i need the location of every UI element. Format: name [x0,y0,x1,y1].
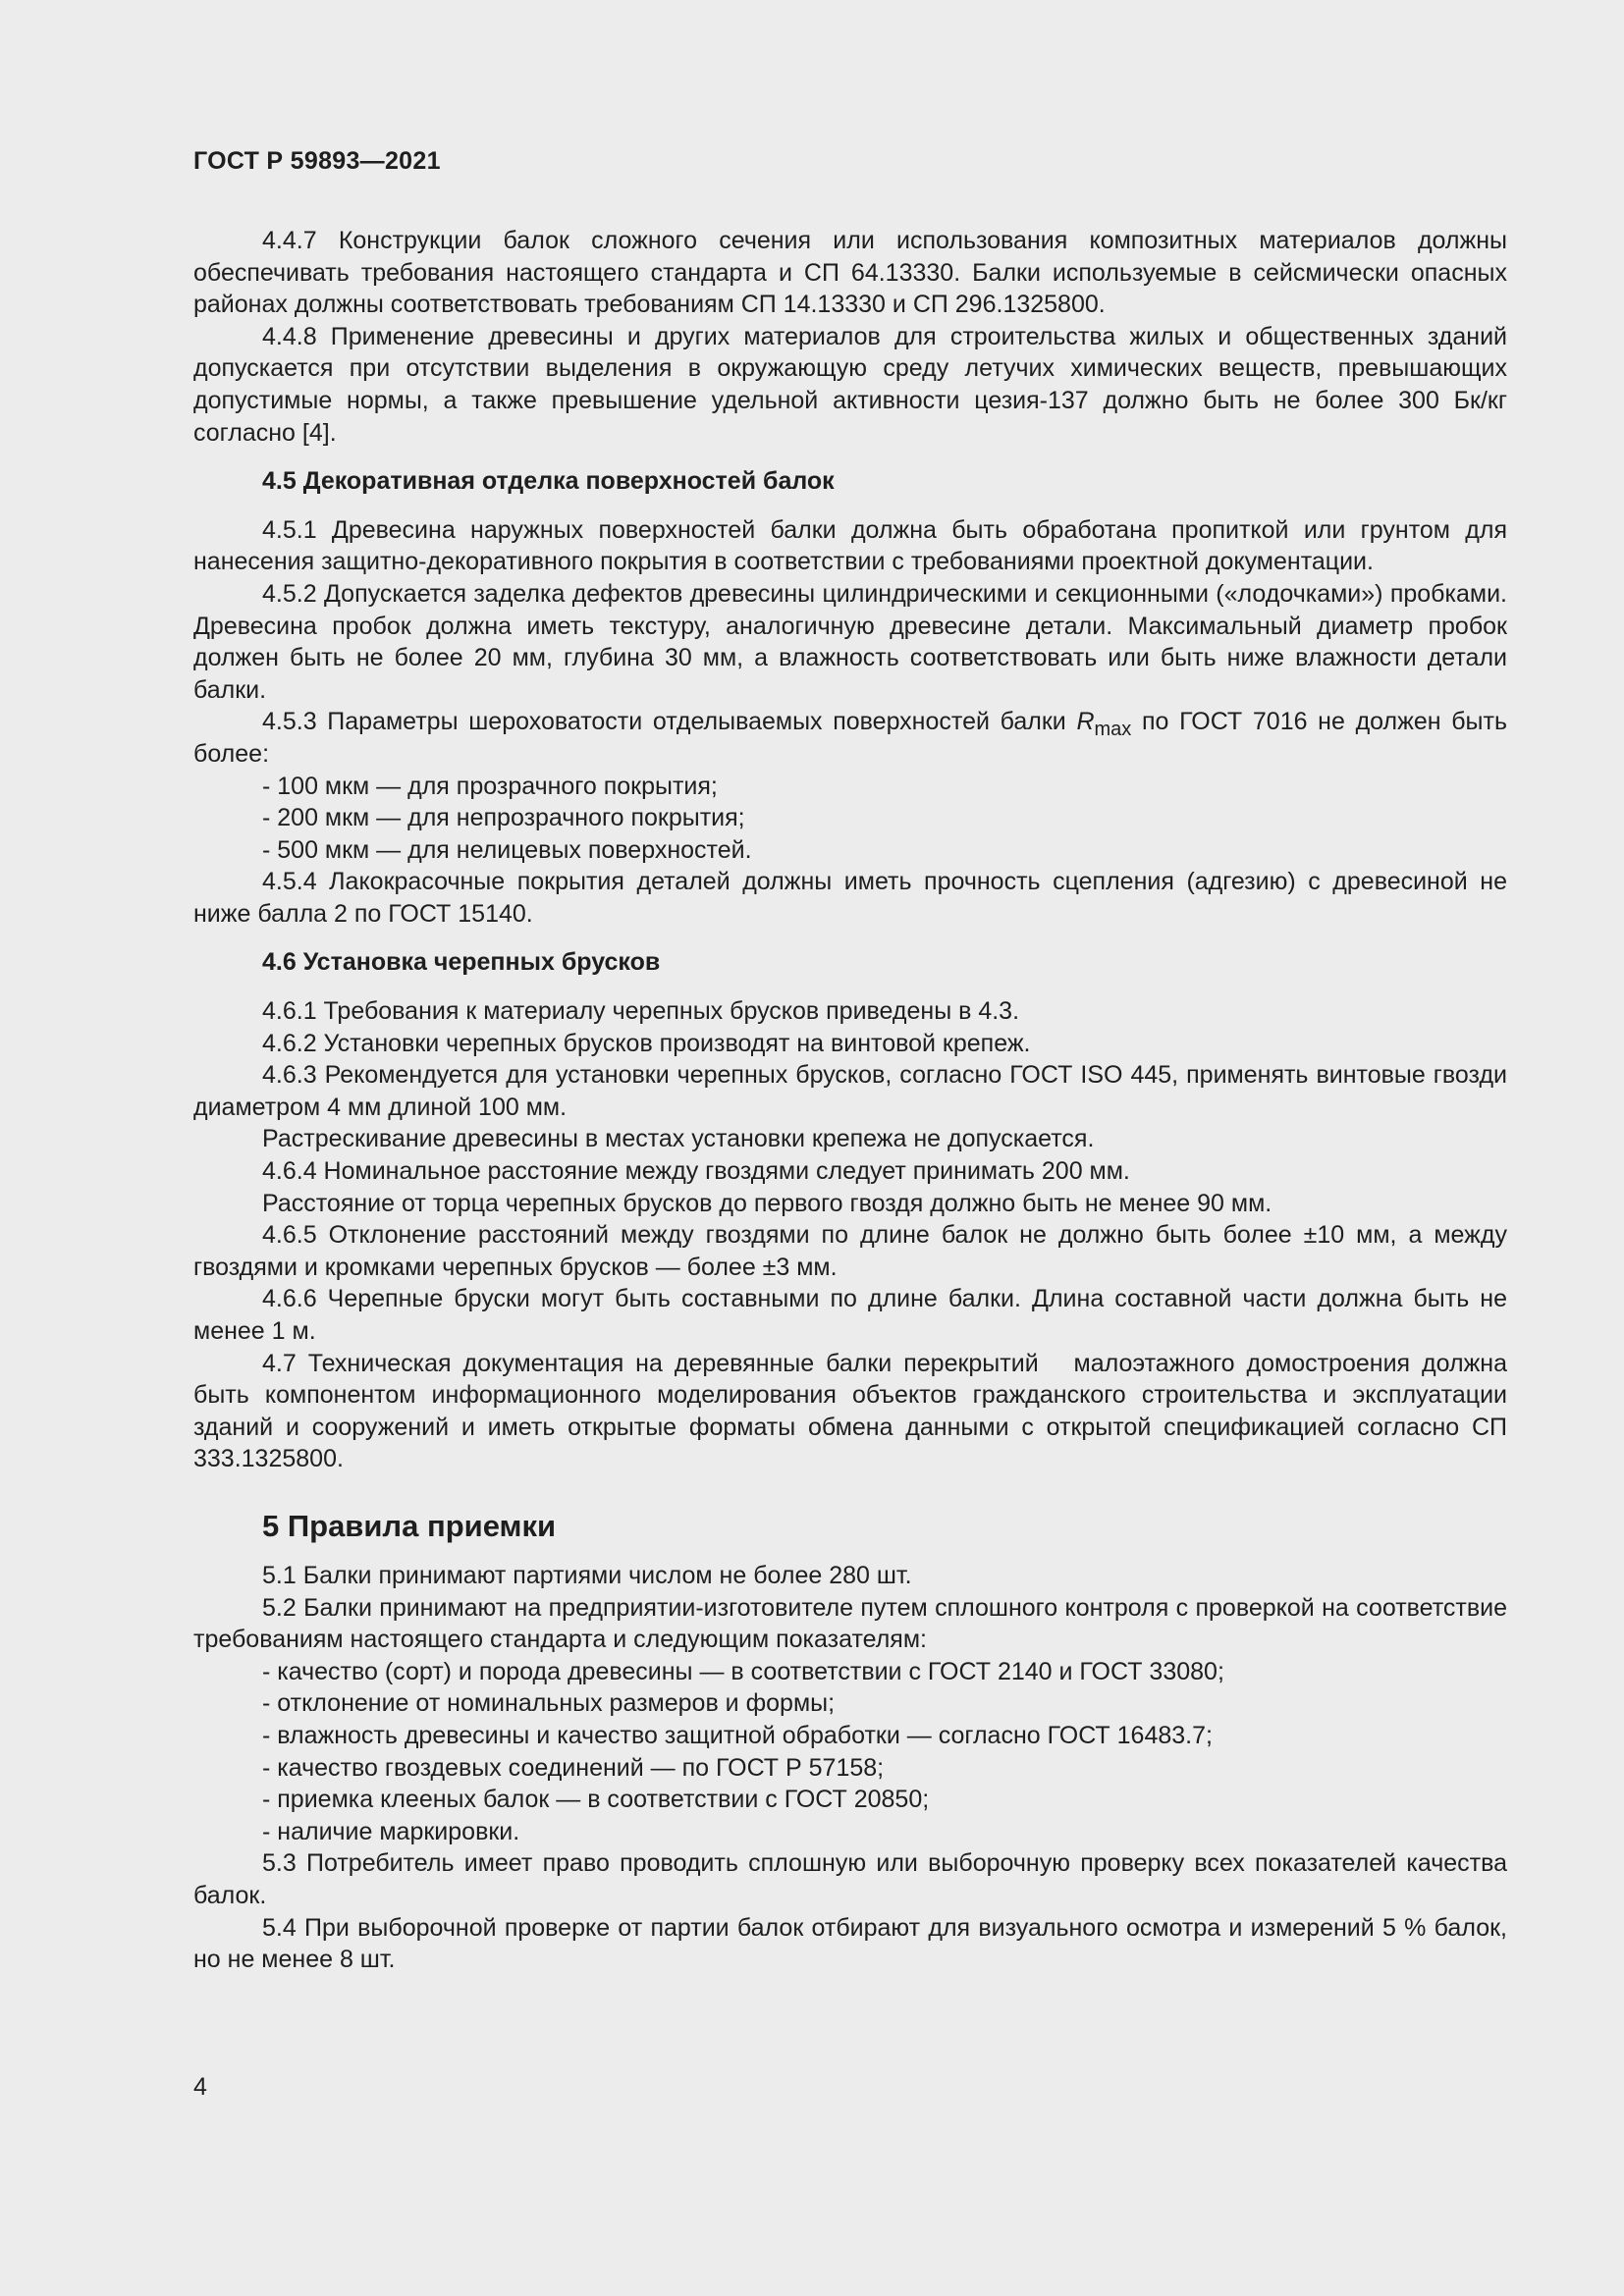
list-item: - отклонение от номинальных размеров и формы; [262,1689,836,1718]
paragraph-4-6-3: 4.6.3 Рекомендуется для установки черепных брусков, согласно ГОСТ ISO 445, применять винтовые гвозди диаметром 4 мм длиной 100 мм. [193,1061,1507,1121]
roughness-symbol: R [1076,708,1095,736]
page-number: 4 [193,2073,207,2101]
section-heading-4-5: 4.5 Декоративная отделка поверхностей балок [262,467,835,496]
paragraph-4-5-1: 4.5.1 Древесина наружных поверхностей балки должна быть обработана пропиткой или грунтом для нанесения защитно-декоративного покрытия в соответствии с требованиями проектной документации. [193,515,1507,576]
paragraph-5-2: 5.2 Балки принимают на предприятии-изготовителе путем сплошного контроля с проверкой на соответствие требованиям настоящего стандарта и следующим показателям: [193,1593,1507,1654]
paragraph-4-4-7: 4.4.7 Конструкции балок сложного сечения или использования композитных материалов должны обеспечивать требования настоящего стандарта и СП 64.13330. Балки используемые в сейсмически опасных районах должны соответствовать требованиям СП 14.13330 и СП 296.1325800. [193,227,1507,319]
list-item: - 100 мкм — для прозрачного покрытия; [262,772,718,800]
list-item: - качество (сорт) и порода древесины — в соответствии с ГОСТ 2140 и ГОСТ 33080; [262,1657,1224,1685]
list-item: - приемка клееных балок — в соответствии с ГОСТ 20850; [262,1786,930,1814]
list-item: - влажность древесины и качество защитной обработки — согласно ГОСТ 16483.7; [262,1721,1213,1749]
list-item: - 200 мкм — для непрозрачного покрытия; [262,804,745,832]
paragraph-4-6-4: 4.6.4 Номинальное расстояние между гвоздями следует принимать 200 мм. [262,1157,1130,1186]
paragraph-4-6-6: 4.6.6 Черепные бруски могут быть составными по длине балки. Длина составной части должна быть не менее 1 м. [193,1285,1507,1345]
paragraph-5-3: 5.3 Потребитель имеет право проводить сплошную или выборочную проверку всех показателей качества балок. [193,1849,1507,1909]
document-header: ГОСТ Р 59893—2021 [193,147,441,175]
paragraph-4-5-3-end: по ГОСТ 7016 не должен быть более: [193,708,1507,768]
section-heading-4-6: 4.6 Установка черепных брусков [262,948,661,977]
section-heading-5: 5 Правила приемки [262,1508,557,1543]
paragraph-4-5-3-start: 4.5.3 Параметры шероховатости отделываемых поверхностей балки [262,708,1077,736]
paragraph-4-5-4: 4.5.4 Лакокрасочные покрытия деталей должны иметь прочность сцепления (адгезию) с древесиной не ниже балла 2 по ГОСТ 15140. [193,868,1507,928]
paragraph-4-5-3 [193,706,1507,770]
roughness-subscript: max [1094,719,1132,741]
paragraph-4-6-5: 4.6.5 Отклонение расстояний между гвоздями по длине балок не должно быть более ±10 мм, а между гвоздями и кромками черепных брусков — более ±3 мм. [193,1221,1507,1281]
paragraph-4-6-1: 4.6.1 Требования к материалу черепных брусков приведены в 4.3. [262,997,1020,1026]
paragraph-4-6-4-note: Расстояние от торца черепных брусков до первого гвоздя должно быть не менее 90 мм. [262,1189,1272,1217]
paragraph-4-4-8: 4.4.8 Применение древесины и других материалов для строительства жилых и общественных зданий допускается при отсутствии выделения в окружающую среду летучих химических веществ, превышающих допустимые нормы, а также превышение удельной активности цезия-137 должно быть не более 300 Бк/кг согласно [4]. [193,322,1507,447]
paragraph-4-7: 4.7 Техническая документация на деревянные балки перекрытий малоэтажного домостроения должна быть компонентом информационного моделирования объектов гражданского строительства и эксплуатации зданий и сооружений и иметь открытые форматы обмена данными с открытой спецификацией согласно СП 333.1325800. [193,1349,1514,1473]
paragraph-5-1: 5.1 Балки принимают партиями числом не более 280 шт. [262,1561,912,1589]
paragraph-4-6-2: 4.6.2 Установки черепных брусков производят на винтовой крепеж. [262,1029,1031,1057]
paragraph-4-5-2: 4.5.2 Допускается заделка дефектов древесины цилиндрическими и секционными («лодочками») пробками. Древесина пробок должна иметь текстуру, аналогичную древесине детали. Максимальный диаметр пробок должен быть не более 20 мм, глубина 30 мм, а влажность соответствовать или быть ниже влажности детали балки. [193,579,1507,704]
list-item: - качество гвоздевых соединений — по ГОСТ Р 57158; [262,1753,885,1782]
list-item: - 500 мкм — для нелицевых поверхностей. [262,835,752,864]
page-content [193,225,1514,1976]
list-item: - наличие маркировки. [262,1817,520,1845]
paragraph-5-4: 5.4 При выборочной проверке от партии балок отбирают для визуального осмотра и измерений 5 % балок, но не менее 8 шт. [193,1913,1507,1974]
paragraph-4-6-3-note: Растрескивание древесины в местах установки крепежа не допускается. [262,1125,1095,1153]
